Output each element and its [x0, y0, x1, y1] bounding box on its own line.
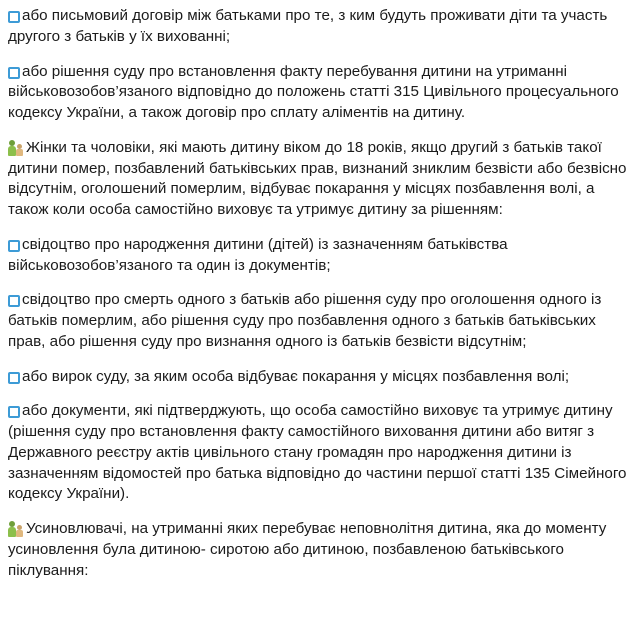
list-item — [8, 235, 628, 277]
section-item — [8, 519, 628, 581]
list-item-text: свідоцтво про народження дитини (дітей) із зазначенням батьківства військовозобов’язаного та один із документів; — [8, 235, 508, 274]
checkbox-icon — [8, 67, 20, 79]
list-item-text: або документи, які підтверджують, що особа самостійно виховує та утримує дитину (рішення суду про встановлення факту самостійного виховання дитини або витяг з Державного реєстру актів цивільного стану громадян про народження дитини із зазначенням відомостей про батька відповідно до частини першої статті 135 Сімейного кодексу України). — [8, 402, 627, 503]
list-item-text: або рішення суду про встановлення факту перебування дитини на утриманні військовозобов’язаного відповідно до положень статті 315 Цивільного процесуального кодексу України, а також договір про сплату аліментів на дитину. — [8, 62, 619, 121]
checkbox-icon — [8, 240, 20, 252]
list-item — [8, 290, 628, 352]
section-item-text: Усиновлювачі, на утриманні яких перебуває неповнолітня дитина, яка до моменту усиновлення була дитиною- сиротою або дитиною, позбавленою батьківського піклування: — [8, 520, 607, 579]
checkbox-icon — [8, 406, 20, 418]
family-icon — [8, 140, 23, 156]
checkbox-icon — [8, 11, 20, 23]
list-item — [8, 367, 628, 388]
list-item — [8, 62, 628, 124]
section-item-text: Жінки та чоловіки, які мають дитину віком до 18 років, якщо другий з батьків такої дитини помер, позбавлений батьківських прав, визнаний зниклим безвісти або безвісно відсутнім, оголошений померлим, відбуває покарання у місцях позбавлення волі, а також коли особа самостійно виховує та утримує дитину за рішенням: — [8, 138, 627, 218]
section-item — [8, 138, 628, 221]
list-item-text: або вирок суду, за яким особа відбуває покарання у місцях позбавлення волі; — [22, 367, 570, 385]
checkbox-icon — [8, 372, 20, 384]
checkbox-icon — [8, 295, 20, 307]
list-item — [8, 6, 628, 48]
family-icon — [8, 521, 23, 537]
list-item — [8, 401, 628, 505]
list-item-text: свідоцтво про смерть одного з батьків або рішення суду про оголошення одного із батьків померлим, або рішення суду про позбавлення одного з батьків батьківських прав, або рішення суду про визнання одного із батьків безвісти відсутнім; — [8, 291, 602, 350]
list-item-text: або письмовий договір між батьками про те, з ким будуть проживати діти та участь другого з батьків у їх вихованні; — [8, 7, 608, 45]
